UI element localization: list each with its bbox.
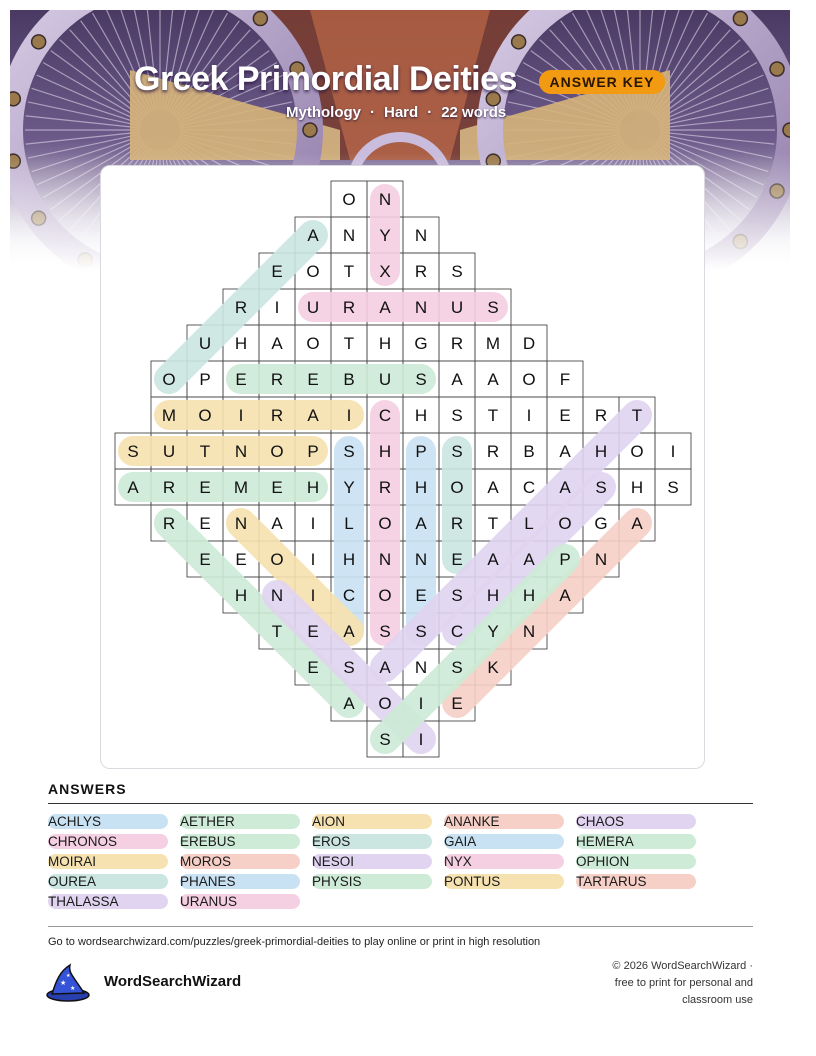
grid-letter: A bbox=[343, 694, 355, 713]
grid-letter: S bbox=[595, 478, 607, 497]
answer-word: PONTUS bbox=[444, 874, 564, 889]
grid-letter: N bbox=[522, 622, 536, 641]
grid-letter: N bbox=[270, 586, 284, 605]
grid-letter: H bbox=[594, 442, 608, 461]
grid-letter: I bbox=[238, 406, 244, 425]
grid-letter: B bbox=[523, 442, 535, 461]
grid-letter: H bbox=[234, 334, 248, 353]
grid-letter: A bbox=[451, 370, 463, 389]
answer-word: NYX bbox=[444, 854, 564, 869]
answer-word: PHANES bbox=[180, 874, 300, 889]
grid-letter: S bbox=[415, 370, 427, 389]
grid-letter: E bbox=[451, 550, 463, 569]
grid-letter: C bbox=[450, 622, 464, 641]
grid-letter: I bbox=[310, 550, 316, 569]
svg-text:★: ★ bbox=[60, 979, 67, 987]
grid-letter: T bbox=[199, 442, 211, 461]
grid-letter: H bbox=[378, 334, 392, 353]
grid-letter: I bbox=[310, 514, 316, 533]
grid-letter: H bbox=[414, 478, 428, 497]
answer-word: CHRONOS bbox=[48, 834, 168, 849]
grid-letter: S bbox=[667, 478, 679, 497]
grid-letter: T bbox=[343, 262, 355, 281]
grid-letter: R bbox=[270, 370, 284, 389]
grid-letter: E bbox=[271, 262, 283, 281]
grid-letter: I bbox=[310, 586, 316, 605]
answer-word: HEMERA bbox=[576, 834, 696, 849]
grid-letter: O bbox=[378, 586, 392, 605]
grid-letter: O bbox=[342, 190, 356, 209]
grid-letter: R bbox=[450, 334, 464, 353]
grid-letter: C bbox=[378, 406, 392, 425]
grid-letter: I bbox=[346, 406, 352, 425]
answer-word: NESOI bbox=[312, 854, 432, 869]
grid-letter: K bbox=[487, 658, 499, 677]
answer-word: GAIA bbox=[444, 834, 564, 849]
grid-letter: O bbox=[378, 694, 392, 713]
grid-letter: S bbox=[451, 442, 463, 461]
grid-letter: H bbox=[378, 442, 392, 461]
answer-word: CHAOS bbox=[576, 814, 696, 829]
grid-letter: O bbox=[378, 514, 392, 533]
difficulty-label: Hard bbox=[384, 104, 419, 121]
wizard-hat-icon bbox=[46, 963, 92, 1008]
answer-word: AION bbox=[312, 814, 432, 829]
grid-letter: P bbox=[307, 442, 319, 461]
grid-letter: I bbox=[418, 694, 424, 713]
grid-letter: M bbox=[485, 334, 501, 353]
grid-letter: A bbox=[559, 442, 571, 461]
grid-letter: H bbox=[630, 478, 644, 497]
grid-letter: N bbox=[414, 658, 428, 677]
grid-letter: R bbox=[378, 478, 392, 497]
grid-letter: H bbox=[306, 478, 320, 497]
grid-letter: O bbox=[558, 514, 572, 533]
footer-url-text: Go to wordsearchwizard.com/puzzles/greek-primordial-deities to play online or print in high resolution bbox=[48, 936, 541, 948]
grid-letter: O bbox=[162, 370, 176, 389]
grid-letter: R bbox=[414, 262, 428, 281]
puzzle-title: Greek Primordial Deities bbox=[134, 60, 517, 98]
answer-word: ACHLYS bbox=[48, 814, 168, 829]
grid-letter: X bbox=[379, 262, 391, 281]
grid-letter: N bbox=[414, 550, 428, 569]
answer-word: PHYSIS bbox=[312, 874, 432, 889]
svg-text:★: ★ bbox=[66, 973, 71, 979]
grid-letter: A bbox=[523, 550, 535, 569]
grid-letter: N bbox=[414, 298, 428, 317]
grid-letter: S bbox=[379, 730, 391, 749]
grid-letter: C bbox=[342, 586, 356, 605]
answer-word: TARTARUS bbox=[576, 874, 696, 889]
grid-letter: E bbox=[307, 370, 319, 389]
grid-letter: S bbox=[127, 442, 139, 461]
puzzle-meta: Mythology · Hard · 22 words bbox=[286, 104, 507, 121]
grid-letter: G bbox=[594, 514, 608, 533]
grid-letter: A bbox=[127, 478, 139, 497]
grid-letter: H bbox=[414, 406, 428, 425]
grid-letter: A bbox=[307, 226, 319, 245]
grid-letter: U bbox=[378, 370, 392, 389]
grid-letter: E bbox=[559, 406, 571, 425]
grid-letter: E bbox=[307, 622, 319, 641]
grid-letter: T bbox=[487, 514, 499, 533]
grid-letter: F bbox=[559, 370, 571, 389]
answer-word: EROS bbox=[312, 834, 432, 849]
answer-word: EREBUS bbox=[180, 834, 300, 849]
grid-letter: E bbox=[235, 370, 247, 389]
letter-grid bbox=[101, 166, 704, 768]
answer-word: URANUS bbox=[180, 894, 300, 909]
grid-letter: M bbox=[161, 406, 177, 425]
grid-letter: A bbox=[271, 514, 283, 533]
grid-letter: E bbox=[199, 550, 211, 569]
grid-letter: E bbox=[235, 550, 247, 569]
answer-word: AETHER bbox=[180, 814, 300, 829]
svg-text:★: ★ bbox=[70, 985, 76, 992]
grid-letter: G bbox=[414, 334, 428, 353]
grid-letter: N bbox=[234, 514, 248, 533]
grid-letter: T bbox=[271, 622, 283, 641]
grid-letter: O bbox=[306, 334, 320, 353]
grid-letter: R bbox=[162, 478, 176, 497]
grid-letter: P bbox=[415, 442, 427, 461]
grid-letter: N bbox=[378, 550, 392, 569]
copyright-line: © 2026 WordSearchWizard · bbox=[612, 960, 753, 972]
grid-letter: I bbox=[418, 730, 424, 749]
answer-word: OUREA bbox=[48, 874, 168, 889]
copyright bbox=[553, 958, 753, 1009]
grid-letter: T bbox=[343, 334, 355, 353]
grid-letter: I bbox=[670, 442, 676, 461]
grid-letter: A bbox=[343, 622, 355, 641]
answer-word: THALASSA bbox=[48, 894, 168, 909]
grid-letter: O bbox=[270, 442, 284, 461]
grid-letter: H bbox=[342, 550, 356, 569]
grid-letter: B bbox=[343, 370, 355, 389]
answer-word: MOROS bbox=[180, 854, 300, 869]
grid-letter: D bbox=[522, 334, 536, 353]
grid-letter: E bbox=[199, 514, 211, 533]
grid-letter: S bbox=[379, 622, 391, 641]
grid-letter: A bbox=[559, 478, 571, 497]
grid-letter: S bbox=[415, 622, 427, 641]
grid-letter: R bbox=[270, 406, 284, 425]
grid-letter: N bbox=[234, 442, 248, 461]
grid-letter: T bbox=[487, 406, 499, 425]
grid-letter: S bbox=[451, 586, 463, 605]
grid-letter: S bbox=[451, 658, 463, 677]
grid-letter: A bbox=[379, 658, 391, 677]
grid-letter: O bbox=[450, 478, 464, 497]
copyright-line: free to print for personal and bbox=[614, 977, 753, 989]
grid-letter: H bbox=[234, 586, 248, 605]
answers-heading: ANSWERS bbox=[48, 781, 127, 797]
divider bbox=[48, 926, 753, 927]
grid-letter: A bbox=[559, 586, 571, 605]
grid-letter: E bbox=[199, 478, 211, 497]
grid-letter: Y bbox=[343, 478, 355, 497]
grid-letter: P bbox=[199, 370, 211, 389]
grid-letter: N bbox=[414, 226, 428, 245]
grid-letter: O bbox=[198, 406, 212, 425]
grid-letter: H bbox=[522, 586, 536, 605]
grid-letter: R bbox=[486, 442, 500, 461]
grid-letter: Y bbox=[487, 622, 499, 641]
answer-key-badge: ANSWER KEY bbox=[539, 70, 665, 94]
grid-letter: I bbox=[274, 298, 280, 317]
grid-letter: P bbox=[559, 550, 571, 569]
grid-letter: N bbox=[594, 550, 608, 569]
grid-letter: L bbox=[344, 514, 354, 533]
grid-letter: A bbox=[307, 406, 319, 425]
grid-letter: H bbox=[486, 586, 500, 605]
grid-letter: R bbox=[162, 514, 176, 533]
grid-letter: A bbox=[379, 298, 391, 317]
grid-letter: A bbox=[487, 370, 499, 389]
grid-letter: E bbox=[307, 658, 319, 677]
grid-letter: Y bbox=[379, 226, 391, 245]
grid-letter: O bbox=[306, 262, 320, 281]
brand-name: WordSearchWizard bbox=[104, 973, 242, 990]
grid-letter: E bbox=[271, 478, 283, 497]
word-count-label: 22 words bbox=[441, 104, 507, 121]
grid-letter: A bbox=[271, 334, 283, 353]
grid-letter: U bbox=[198, 334, 212, 353]
grid-letter: O bbox=[630, 442, 644, 461]
grid-letter: S bbox=[451, 406, 463, 425]
grid-letter: R bbox=[342, 298, 356, 317]
grid-letter: N bbox=[342, 226, 356, 245]
grid-letter: A bbox=[631, 514, 643, 533]
grid-letter: A bbox=[487, 478, 499, 497]
copyright-line: classroom use bbox=[682, 994, 753, 1006]
grid-letter: A bbox=[415, 514, 427, 533]
grid-letter: A bbox=[487, 550, 499, 569]
grid-letter: S bbox=[487, 298, 499, 317]
grid-letter: R bbox=[450, 514, 464, 533]
grid-letter: N bbox=[378, 190, 392, 209]
category-label: Mythology bbox=[286, 104, 361, 121]
grid-letter: S bbox=[343, 658, 355, 677]
grid-letter: U bbox=[306, 298, 320, 317]
grid-letter: U bbox=[162, 442, 176, 461]
grid-letter: C bbox=[522, 478, 536, 497]
grid-letter: U bbox=[450, 298, 464, 317]
grid-letter: S bbox=[451, 262, 463, 281]
answer-word: MOIRAI bbox=[48, 854, 168, 869]
grid-letter: R bbox=[594, 406, 608, 425]
grid-letter: T bbox=[631, 406, 643, 425]
grid-letter: S bbox=[343, 442, 355, 461]
grid-letter: O bbox=[522, 370, 536, 389]
grid-letter: R bbox=[234, 298, 248, 317]
divider bbox=[48, 803, 753, 804]
grid-letter: E bbox=[415, 586, 427, 605]
answer-word: ANANKE bbox=[444, 814, 564, 829]
puzzle-card bbox=[100, 165, 705, 769]
grid-letter: O bbox=[270, 550, 284, 569]
grid-letter: E bbox=[451, 694, 463, 713]
grid-letter: M bbox=[233, 478, 249, 497]
answer-word: OPHION bbox=[576, 854, 696, 869]
grid-letter: I bbox=[526, 406, 532, 425]
grid-letter: L bbox=[524, 514, 534, 533]
